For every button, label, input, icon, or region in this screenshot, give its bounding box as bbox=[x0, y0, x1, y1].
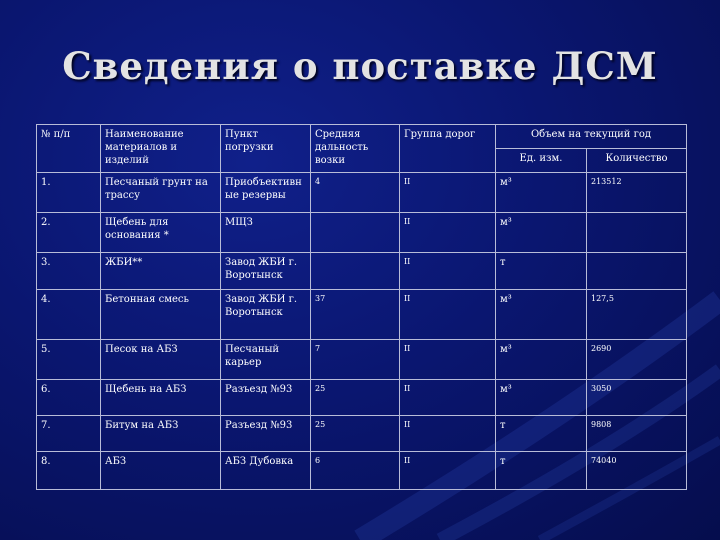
header-road-group: Группа дорог bbox=[400, 125, 496, 173]
cell-name: АБЗ bbox=[101, 452, 221, 490]
cell-point: АБЗ Дубовка bbox=[221, 452, 311, 490]
cell-quantity bbox=[587, 253, 687, 290]
cell-group: II bbox=[400, 416, 496, 452]
cell-name: Бетонная смесь bbox=[101, 290, 221, 340]
table-row bbox=[37, 340, 687, 380]
cell-name: Песчаный грунт на трассу bbox=[101, 173, 221, 213]
cell-distance: 25 bbox=[311, 380, 400, 416]
table-row bbox=[37, 173, 687, 213]
cell-distance: 4 bbox=[311, 173, 400, 213]
cell-quantity: 9808 bbox=[587, 416, 687, 452]
header-unit: Ед. изм. bbox=[496, 149, 587, 173]
cell-name: ЖБИ** bbox=[101, 253, 221, 290]
cell-point: Разъезд №93 bbox=[221, 380, 311, 416]
cell-distance bbox=[311, 253, 400, 290]
cell-quantity: 74040 bbox=[587, 452, 687, 490]
cell-unit: м³ bbox=[496, 340, 587, 380]
cell-point: Песчаный карьер bbox=[221, 340, 311, 380]
cell-group: II bbox=[400, 340, 496, 380]
cell-group: II bbox=[400, 452, 496, 490]
cell-unit: м³ bbox=[496, 290, 587, 340]
cell-name: Битум на АБЗ bbox=[101, 416, 221, 452]
cell-quantity: 2690 bbox=[587, 340, 687, 380]
cell-unit: м³ bbox=[496, 213, 587, 253]
table-row bbox=[37, 452, 687, 490]
cell-quantity: 213512 bbox=[587, 173, 687, 213]
header-quantity: Количество bbox=[587, 149, 687, 173]
header-volume: Объем на текущий год bbox=[496, 125, 687, 149]
cell-point: Завод ЖБИ г. Воротынск bbox=[221, 253, 311, 290]
cell-group: II bbox=[400, 213, 496, 253]
cell-num: 8. bbox=[37, 452, 101, 490]
header-avg-distance: Средняя дальность возки bbox=[311, 125, 400, 173]
cell-quantity bbox=[587, 213, 687, 253]
cell-num: 1. bbox=[37, 173, 101, 213]
table-row bbox=[37, 253, 687, 290]
table-row bbox=[37, 213, 687, 253]
cell-num: 2. bbox=[37, 213, 101, 253]
cell-distance: 37 bbox=[311, 290, 400, 340]
supply-table bbox=[36, 124, 687, 490]
cell-point: Разъезд №93 bbox=[221, 416, 311, 452]
cell-point: Завод ЖБИ г. Воротынск bbox=[221, 290, 311, 340]
cell-distance: 25 bbox=[311, 416, 400, 452]
header-name: Наименование материалов и изделий bbox=[101, 125, 221, 173]
table-row bbox=[37, 416, 687, 452]
slide-title: Сведения о поставке ДСМ bbox=[62, 44, 658, 88]
cell-point: Приобъективные резервы bbox=[221, 173, 311, 213]
table-row bbox=[37, 290, 687, 340]
header-num: № п/п bbox=[37, 125, 101, 173]
table-row bbox=[37, 380, 687, 416]
cell-unit: м³ bbox=[496, 380, 587, 416]
cell-quantity: 127,5 bbox=[587, 290, 687, 340]
cell-name: Щебень для основания * bbox=[101, 213, 221, 253]
cell-unit: т bbox=[496, 452, 587, 490]
cell-num: 6. bbox=[37, 380, 101, 416]
cell-quantity: 3050 bbox=[587, 380, 687, 416]
cell-unit: т bbox=[496, 416, 587, 452]
header-row bbox=[37, 125, 687, 149]
cell-group: II bbox=[400, 290, 496, 340]
cell-num: 7. bbox=[37, 416, 101, 452]
cell-name: Щебень на АБЗ bbox=[101, 380, 221, 416]
cell-group: II bbox=[400, 380, 496, 416]
cell-group: II bbox=[400, 173, 496, 213]
cell-distance: 6 bbox=[311, 452, 400, 490]
cell-point: МЩЗ bbox=[221, 213, 311, 253]
cell-name: Песок на АБЗ bbox=[101, 340, 221, 380]
cell-group: II bbox=[400, 253, 496, 290]
cell-unit: т bbox=[496, 253, 587, 290]
cell-distance bbox=[311, 213, 400, 253]
cell-distance: 7 bbox=[311, 340, 400, 380]
cell-num: 3. bbox=[37, 253, 101, 290]
cell-num: 5. bbox=[37, 340, 101, 380]
cell-unit: м³ bbox=[496, 173, 587, 213]
header-loading-point: Пункт погрузки bbox=[221, 125, 311, 173]
cell-num: 4. bbox=[37, 290, 101, 340]
